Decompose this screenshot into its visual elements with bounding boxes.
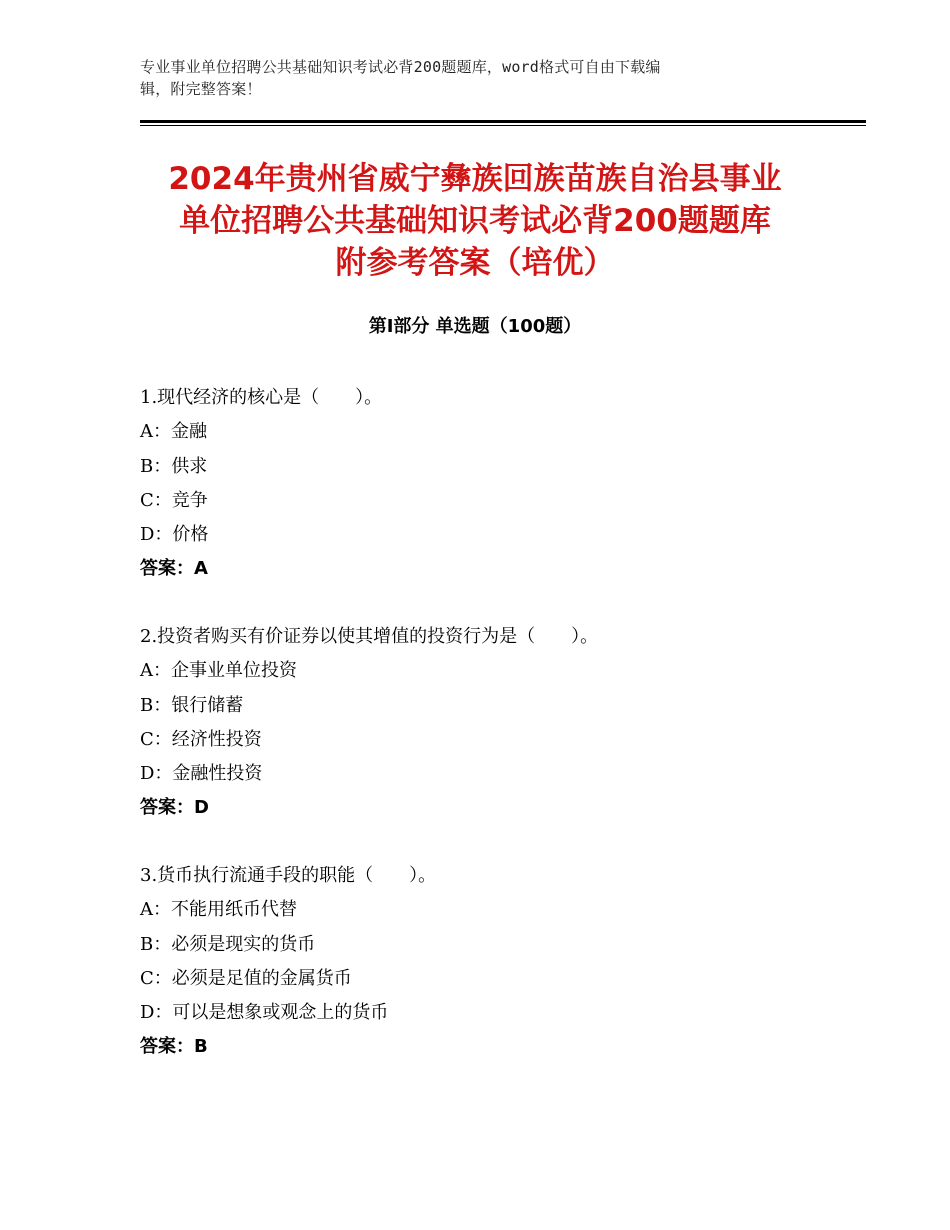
section-title: 第Ⅰ部分 单选题（100题） [368,316,582,337]
question-stem: 1.现代经济的核心是（ ）。 [140,387,383,408]
option-c: C：竞争 [140,489,208,511]
document-title-line: 2024年贵州省威宁彝族回族苗族自治县事业 [168,161,782,197]
option-a: A：企事业单位投资 [140,660,297,682]
option-d: D：金融性投资 [140,763,263,785]
question-3 [140,859,840,1065]
document-title-line: 附参考答案（培优） [335,245,615,281]
option-d: D：可以是想象或观念上的货币 [140,1002,389,1024]
header-divider-thin [140,125,866,126]
option-b: B：银行储蓄 [140,694,244,716]
question-2 [140,620,840,826]
question-stem: 3.货币执行流通手段的职能（ ）。 [140,865,437,886]
header-note [140,56,820,100]
option-a: A：金融 [140,421,207,443]
option-c: C：必须是足值的金属货币 [140,967,352,989]
question-stem: 2.投资者购买有价证券以使其增值的投资行为是（ ）。 [140,626,599,647]
header-note-line: 辑，附完整答案！ [140,80,262,98]
answer-label: 答案：A [140,558,208,580]
option-b: B：供求 [140,455,208,477]
option-b: B：必须是现实的货币 [140,933,316,955]
option-c: C：经济性投资 [140,728,262,750]
header-divider-thick [140,120,866,123]
answer-label: 答案：B [140,1036,208,1058]
option-a: A：不能用纸币代替 [140,899,297,921]
header-note-line: 专业事业单位招聘公共基础知识考试必背200题题库，word格式可自由下载编 [140,58,661,76]
answer-label: 答案：D [140,797,209,819]
question-1 [140,381,840,587]
document-title [100,158,850,284]
document-title-line: 单位招聘公共基础知识考试必背200题题库 [179,203,771,239]
option-d: D：价格 [140,524,209,546]
